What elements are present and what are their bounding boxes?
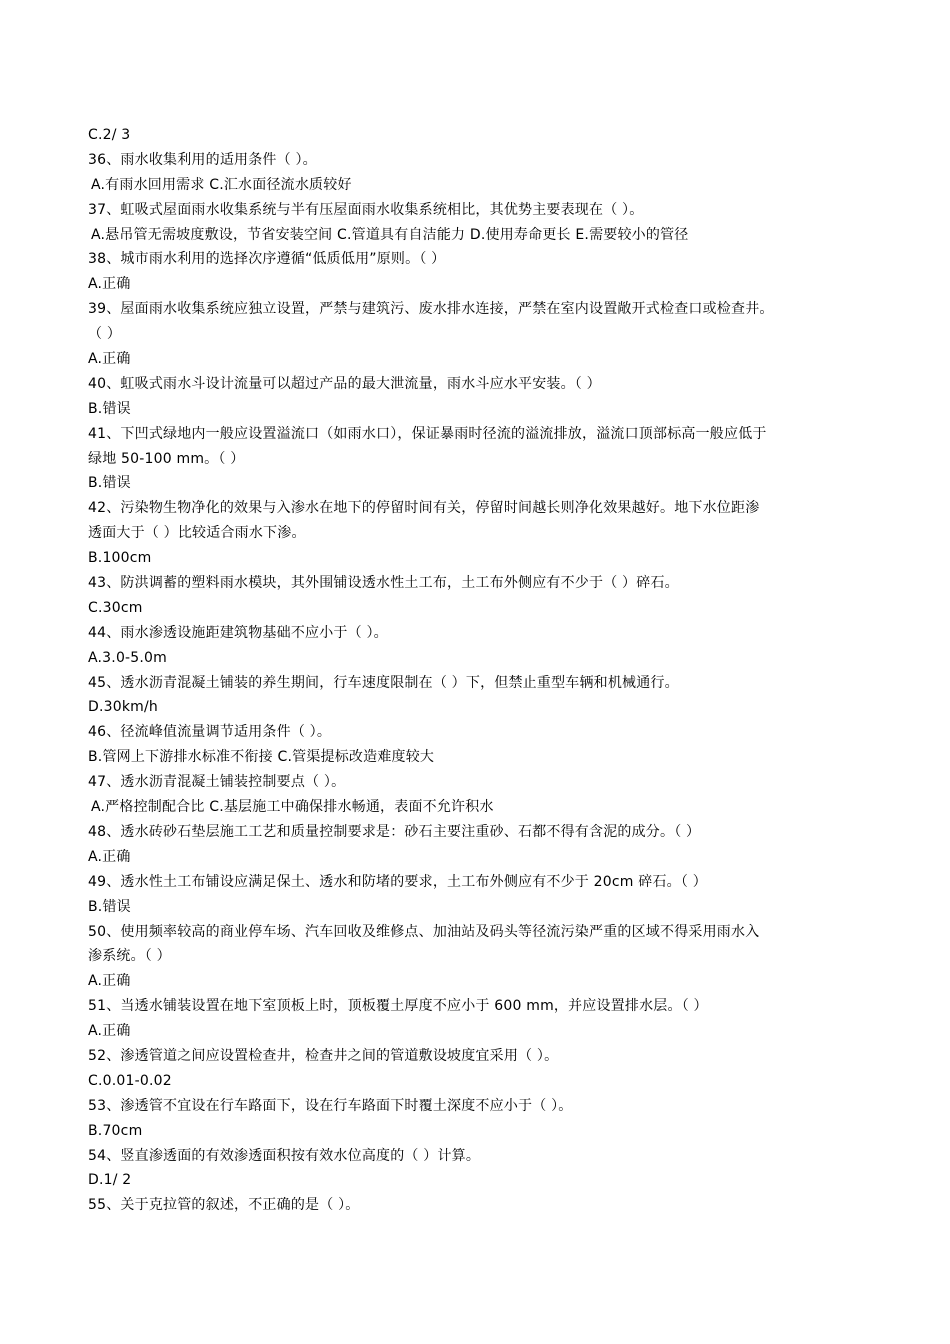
question-36: 36、雨水收集利用的适用条件（ ）。	[88, 151, 317, 168]
answer-line: B.100cm	[88, 550, 152, 567]
answer-line: A.正确	[88, 351, 131, 368]
document-body	[88, 123, 868, 1218]
question-44: 44、雨水渗透设施距建筑物基础不应小于（ ）。	[88, 624, 388, 641]
question-54: 54、竖直渗透面的有效渗透面积按有效水位高度的（ ）计算。	[88, 1147, 481, 1164]
answer-line: D.30km/h	[88, 699, 158, 716]
answer-line: C.2/ 3	[88, 127, 131, 143]
answer-line: A.正确	[88, 848, 131, 865]
question-50: 50、使用频率较高的商业停车场、汽车回收及维修点、加油站及码头等径流污染严重的区域不得采用雨水入	[88, 923, 760, 940]
question-38: 38、城市雨水利用的选择次序遵循“低质低用”原则。（ ）	[88, 251, 446, 268]
question-55: 55、关于克拉管的叙述，不正确的是（ ）。	[88, 1197, 360, 1214]
answer-line: B.错误	[88, 898, 131, 915]
answer-line: B.错误	[88, 400, 131, 417]
answer-line: A.正确	[88, 1023, 131, 1040]
question-45: 45、透水沥青混凝土铺装的养生期间，行车速度限制在（ ）下，但禁止重型车辆和机械通行。	[88, 674, 679, 691]
answer-line: C.0.01-0.02	[88, 1072, 172, 1089]
question-51: 51、当透水铺装设置在地下室顶板上时，顶板覆土厚度不应小于 600 mm，并应设置排水层。（ ）	[88, 998, 708, 1015]
answer-line: A.有雨水回用需求 C.汇水面径流水质较好	[91, 176, 352, 193]
question-42: 42、污染物生物净化的效果与入渗水在地下的停留时间有关，停留时间越长则净化效果越好。地下水位距渗	[88, 500, 760, 517]
answer-line: A.3.0-5.0m	[88, 649, 167, 666]
answer-line: D.1/ 2	[88, 1172, 132, 1189]
answer-line: B.错误	[88, 475, 131, 492]
question-52: 52、渗透管道之间应设置检查井，检查井之间的管道敷设坡度宜采用（ ）。	[88, 1047, 559, 1064]
answer-line: A.正确	[88, 276, 131, 293]
question-47: 47、透水沥青混凝土铺装控制要点（ ）。	[88, 774, 346, 791]
question-39: 39、屋面雨水收集系统应独立设置，严禁与建筑污、废水排水连接，严禁在室内设置敞开式检查口或检查井。	[88, 301, 774, 318]
question-41-continued: 绿地 50-100 mm。（ ）	[88, 450, 245, 467]
question-41: 41、下凹式绿地内一般应设置溢流口（如雨水口），保证暴雨时径流的溢流排放，溢流口顶部标高一般应低于	[88, 425, 767, 442]
question-37: 37、虹吸式屋面雨水收集系统与半有压屋面雨水收集系统相比，其优势主要表现在（ ）。	[88, 201, 644, 218]
answer-line: C.30cm	[88, 599, 143, 616]
answer-line: A.悬吊管无需坡度敷设，节省安装空间 C.管道具有自洁能力 D.使用寿命更长 E.需要较小的管径	[91, 226, 689, 243]
question-48: 48、透水砖砂石垫层施工工艺和质量控制要求是：砂石主要注重砂、石都不得有含泥的成分。（ ）	[88, 823, 701, 840]
question-46: 46、径流峰值流量调节适用条件（ ）。	[88, 724, 332, 741]
question-53: 53、渗透管不宜设在行车路面下，设在行车路面下时覆土深度不应小于（ ）。	[88, 1097, 573, 1114]
question-43: 43、防洪调蓄的塑料雨水模块，其外围铺设透水性土工布，土工布外侧应有不少于（ ）碎石。	[88, 575, 679, 592]
question-50-continued: 渗系统。（ ）	[88, 948, 171, 965]
question-40: 40、虹吸式雨水斗设计流量可以超过产品的最大泄流量，雨水斗应水平安装。（ ）	[88, 375, 601, 392]
answer-line: A.严格控制配合比 C.基层施工中确保排水畅通，表面不允许积水	[91, 799, 494, 816]
question-39-continued: （ ）	[88, 326, 122, 343]
answer-line: A.正确	[88, 973, 131, 990]
answer-line: B.管网上下游排水标准不衔接 C.管渠提标改造难度较大	[88, 749, 435, 766]
question-49: 49、透水性土工布铺设应满足保土、透水和防堵的要求，土工布外侧应有不少于 20cm 碎石。（ ）	[88, 873, 707, 890]
answer-line: B.70cm	[88, 1122, 143, 1139]
question-42-continued: 透面大于（ ）比较适合雨水下渗。	[88, 525, 306, 542]
